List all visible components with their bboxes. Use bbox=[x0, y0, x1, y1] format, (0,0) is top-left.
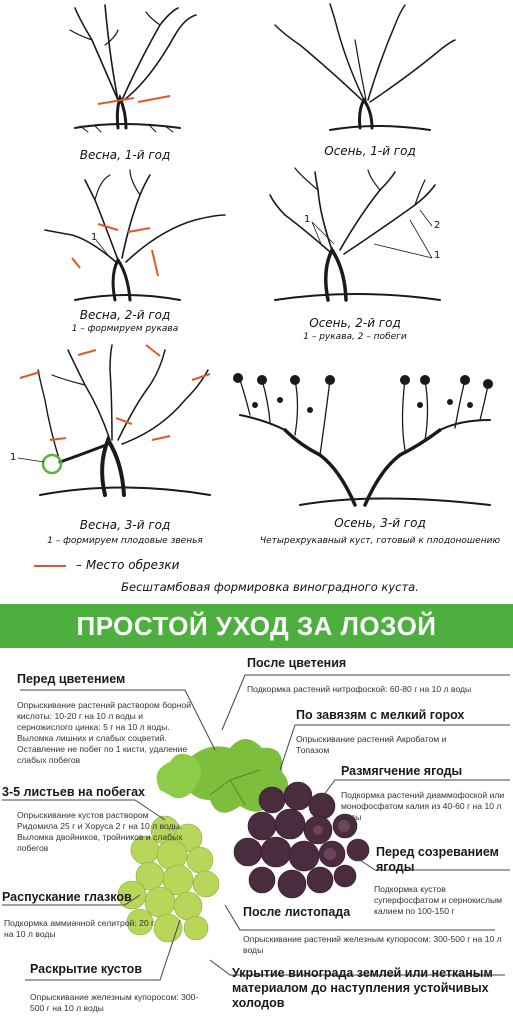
note-spring-year2: 1 – формируем рукава bbox=[71, 324, 179, 334]
before-ripening-title: Перед созреванием ягоды bbox=[376, 845, 499, 874]
buds-title: Распускание глазков bbox=[2, 890, 132, 904]
pea-size-text: Опрыскивание растений Акробатом и Топазом bbox=[296, 734, 447, 755]
after-bloom-title: После цветения bbox=[247, 656, 347, 670]
caption-spring-year2: Весна, 2-й год bbox=[79, 308, 171, 322]
note-spring-year3: 1 – формируем плодовые звенья bbox=[47, 536, 203, 546]
leaves-3-5-title: 3-5 листьев на побегах bbox=[2, 785, 145, 799]
marker-1-autumn2: 1 bbox=[304, 214, 311, 225]
uncover-text: Опрыскивание железным купоросом: 300-500 г на 10 л воды bbox=[30, 992, 199, 1013]
marker-1-spring2: 1 bbox=[91, 232, 98, 243]
diagram-caption: Бесштамбовая формировка виноградного куста. bbox=[121, 580, 419, 594]
marker-1-autumn2-right: 1 bbox=[434, 250, 441, 261]
leaf-fall-title: После листопада bbox=[243, 905, 351, 919]
note-autumn-year3: Четырехрукавный куст, готовый к плодоношению bbox=[259, 536, 501, 546]
pea-size-title: По завязям с мелкий горох bbox=[296, 708, 465, 722]
leaf-fall-text: Опрыскивание растений железным купоросом: 300-500 г на 10 л воды bbox=[243, 934, 502, 955]
caption-autumn-year1: Осень, 1-й год bbox=[324, 144, 416, 158]
softening-text: Подкормка растений диаммофоской или монофосфатом калия из 40-60 г на 10 л воды bbox=[341, 790, 505, 822]
before-ripening-text: Подкормка кустов суперфосфатом и сернокислым калием по 100-150 г bbox=[374, 884, 503, 916]
note-autumn-year2: 1 – рукава, 2 – побеги bbox=[303, 332, 407, 342]
buds-text: Подкормка аммиачной селитрой: 20 г на 10 л воды bbox=[4, 918, 155, 939]
caption-spring-year3: Весна, 3-й год bbox=[79, 518, 171, 532]
caption-autumn-year2: Осень, 2-й год bbox=[309, 316, 401, 330]
marker-2-autumn2: 2 bbox=[434, 220, 441, 231]
before-bloom-title: Перед цветением bbox=[17, 672, 126, 686]
before-bloom-text: Опрыскивание растений раствором борной кислоты: 10-20 г на 10 л воды и серножислого цинка: 5 г на 10 л воды. Выломка лишних и слабых соцветий. Оставление не побег по 1 кисти, удаление слабых побегов bbox=[17, 700, 192, 765]
cover-title: Укрытие винограда землей или нетканым материалом до наступления устойчивых холодов bbox=[232, 966, 493, 1010]
care-banner: ПРОСТОЙ УХОД ЗА ЛОЗОЙ bbox=[0, 604, 513, 648]
legend-label: – Место обрезки bbox=[76, 558, 180, 572]
after-bloom-text: Подкормка растений нитрофоской: 60-80 г на 10 л воды bbox=[247, 684, 472, 694]
leaves-3-5-text: Опрыскивание кустов раствором Ридомила 25 г и Хоруса 2 г на 10 л воды. Выломка двойников, тройников и слабых побегов bbox=[17, 810, 183, 853]
caption-spring-year1: Весна, 1-й год bbox=[79, 148, 171, 162]
marker-1-spring3: 1 bbox=[10, 452, 17, 463]
caption-autumn-year3: Осень, 3-й год bbox=[334, 516, 426, 530]
uncover-title: Раскрытие кустов bbox=[30, 962, 142, 976]
softening-title: Размягчение ягоды bbox=[341, 764, 463, 778]
